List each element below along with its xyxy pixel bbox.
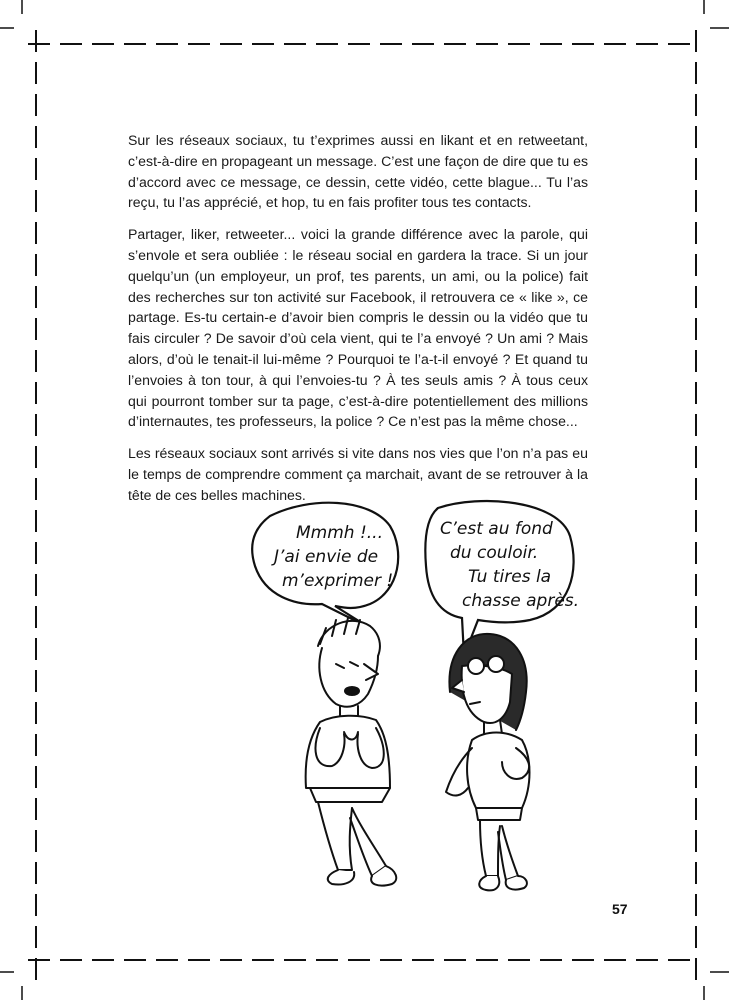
left-bubble-line-3: m’exprimer ! — [282, 571, 394, 591]
paragraph-3: Les réseaux sociaux sont arrivés si vite dans nos vies que l’on n’a pas eu le temps de comprendre comment ça marchait, avant de se retrouver à la tête de ces belles machines. — [128, 445, 588, 503]
boy-character — [306, 618, 397, 886]
cartoon-illustration — [240, 496, 580, 906]
right-bubble-line-4: chasse après. — [462, 591, 580, 611]
body-text — [128, 130, 588, 517]
right-bubble-line-2: du couloir. — [450, 543, 539, 563]
right-speech-bubble — [425, 501, 579, 656]
page-number: 57 — [612, 901, 628, 917]
woman-character — [446, 634, 530, 890]
left-speech-bubble — [252, 503, 398, 628]
right-bubble-line-1: C’est au fond — [440, 519, 553, 539]
left-bubble-line-1: Mmmh !... — [296, 523, 383, 543]
paragraph-1: Sur les réseaux sociaux, tu t’exprimes aussi en likant et en retweetant, c’est-à-dire en propageant un message. C’est une façon de dire que tu es d’accord avec ce message, ce dessin, cette vidéo, cette blague... Tu l’as reçu, tu l’as apprécié, et hop, tu en fais profiter tous tes contacts. — [128, 132, 588, 211]
left-bubble-line-2: J’ai envie de — [274, 547, 379, 567]
right-bubble-line-3: Tu tires la — [468, 567, 552, 587]
paragraph-2: Partager, liker, retweeter... voici la grande différence avec la parole, qui s’envole et sera oubliée : le réseau social en gardera la trace. Si un jour quelqu’un (un employeur, un prof, tes parents, un ami, ou la police) fait des recherches sur ton activité sur Facebook, il retrouvera ce « like », ce partage. Es-tu certain-e d’avoir bien compris le dessin ou la vidéo que tu fais circuler ? De savoir d’où cela vient, qui te l’a envoyé ? Un ami ? Mais alors, d’où le tenait-il lui-même ? Pourquoi te l’a-t-il envoyé ? Et quand tu l’envoies à ton tour, à qui l’envoies-tu ? À tes seuls amis ? À tous ceux qui pourront tomber sur ta page, c’est-à-dire potentiellement des millions d’internautes, tes professeurs, la police ? Ce n’est pas la même chose... — [128, 226, 588, 430]
